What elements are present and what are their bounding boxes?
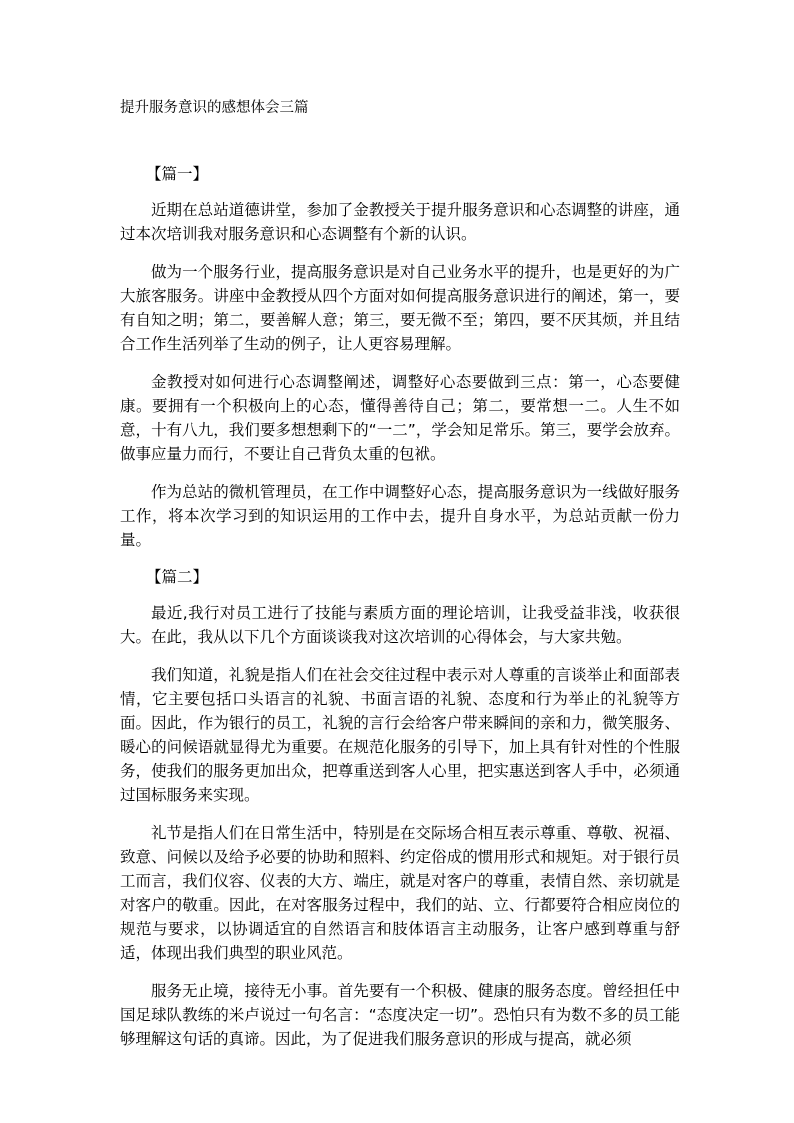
paragraph: 近期在总站道德讲堂，参加了金教授关于提升服务意识和心态调整的讲座，通过本次培训我对服务意识和心态调整有个新的认识。 [120,201,680,243]
paragraph: 服务无止境，接待无小事。首先要有一个积极、健康的服务态度。曾经担任中国足球队教练的米卢说过一句名言：“态度决定一切”。恐怕只有为数不多的员工能够理解这句话的真谛。因此，为了促进我们服务意识的形成与提高，就必须 [120,982,680,1048]
paragraph: 金教授对如何进行心态调整阐述，调整好心态要做到三点：第一，心态要健康。要拥有一个积极向上的心态，懂得善待自己；第二，要常想一二。人生不如意，十有八九，我们要多想想剩下的“一二”，学会知足常乐。第三，要学会放弃。做事应量力而行，不要让自己背负太重的包袱。 [120,373,680,463]
paragraph: 我们知道，礼貌是指人们在社会交往过程中表示对人尊重的言谈举止和面部表情，它主要包括口头语言的礼貌、书面言语的礼貌、态度和行为举止的礼貌等方面。因此，作为银行的员工，礼貌的言行会给客户带来瞬间的亲和力，微笑服务、暖心的问候语就显得尤为重要。在规范化服务的引导下，加上具有针对性的个性服务，使我们的服务更加出众，把尊重送到客人心里，把实惠送到客人手中，必须通过国标服务来实现。 [120,666,680,804]
paragraph: 做为一个服务行业，提高服务意识是对自己业务水平的提升，也是更好的为广大旅客服务。讲座中金教授从四个方面对如何提高服务意识进行的阐述，第一，要有自知之明；第二，要善解人意；第三，要无微不至；第四，要不厌其烦，并且结合工作生活列举了生动的例子，让人更容易理解。 [120,263,680,353]
section-two [120,565,680,1051]
section-one [120,162,680,552]
document-title: 提升服务意识的感想体会三篇 [120,100,309,116]
paragraph: 最近,我行对员工进行了技能与素质方面的理论培训，让我受益非浅，收获很大。在此，我从以下几个方面谈谈我对这次培训的心得体会，与大家共勉。 [120,604,680,646]
section-heading: 【篇二】 [146,568,209,586]
section-heading: 【篇一】 [146,165,209,183]
paragraph: 作为总站的微机管理员，在工作中调整好心态，提高服务意识为一线做好服务工作，将本次学习到的知识运用的工作中去，提升自身水平，为总站贡献一份力量。 [120,483,680,549]
paragraph: 礼节是指人们在日常生活中，特别是在交际场合相互表示尊重、尊敬、祝福、致意、问候以及给予必要的协助和照料、约定俗成的惯用形式和规矩。对于银行员工而言，我们仪容、仪表的大方、端庄，就是对客户的尊重，表情自然、亲切就是对客户的敬重。因此，在对客服务过程中，我们的站、立、行都要符合相应岗位的规范与要求，以协调适宜的自然语言和肢体语言主动服务，让客户感到尊重与舒适，体现出我们典型的职业风范。 [120,824,680,962]
